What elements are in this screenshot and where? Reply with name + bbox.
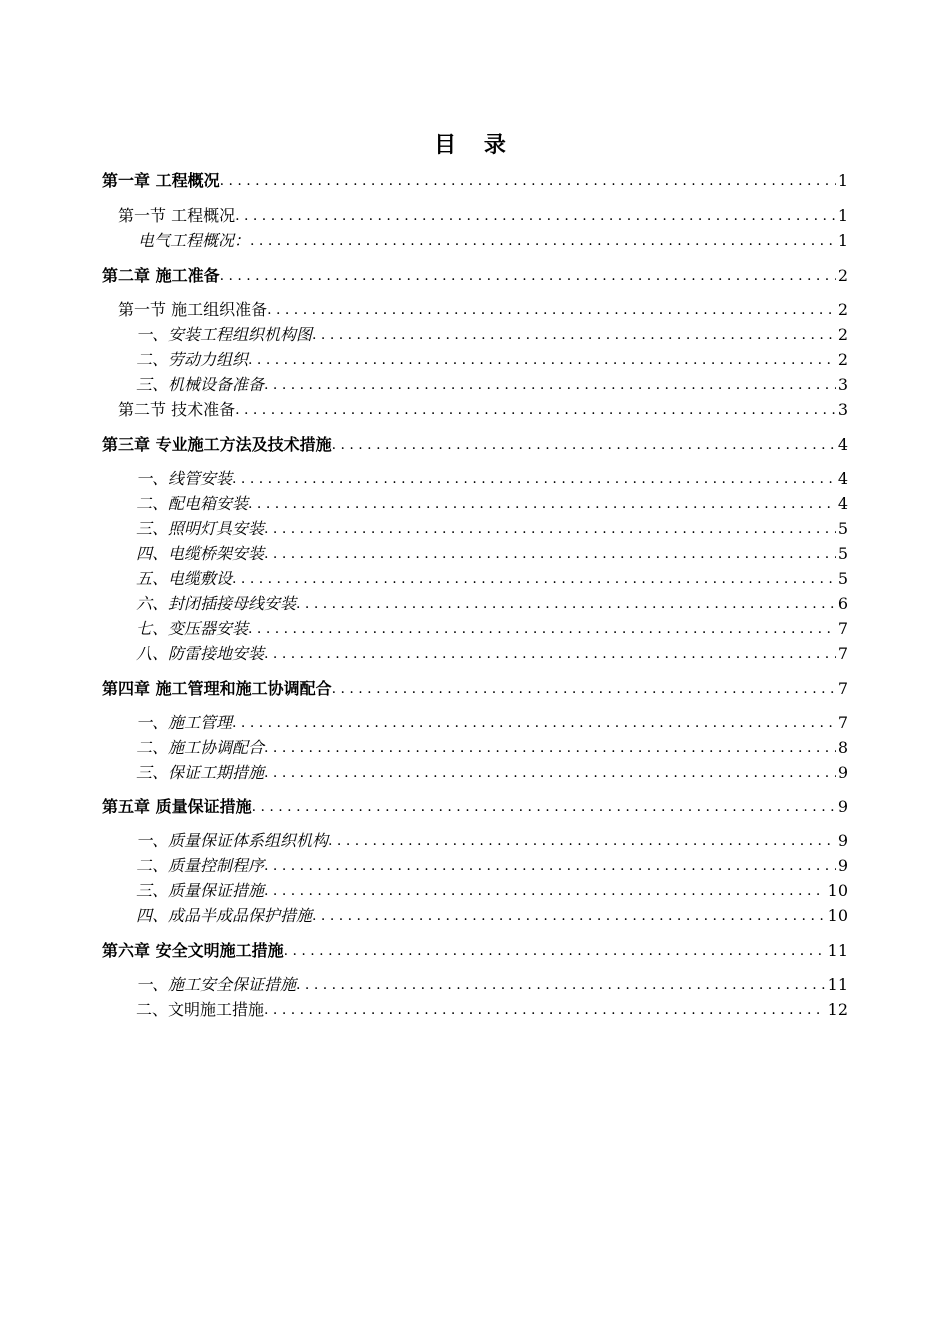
toc-dot-leader [264,880,826,902]
toc-dot-leader [264,737,836,759]
toc-entry[interactable] [102,678,848,700]
toc-entry-page-number: 2 [837,266,848,285]
toc-dot-leader [296,593,836,615]
page-title: 目 录 [434,133,516,158]
toc-entry-label: 第四章 施工管理和施工协调配合 [102,679,332,698]
toc-entry-page-number: 5 [837,519,848,538]
toc-dot-leader [232,468,836,490]
toc-dot-leader [248,349,836,371]
toc-dot-leader [264,762,836,784]
toc-dot-leader [220,170,836,192]
toc-entry[interactable] [102,568,848,590]
toc-dot-leader [248,618,836,640]
toc-entry-page-number: 11 [827,975,848,994]
toc-entry[interactable] [102,518,848,540]
toc-entry-page-number: 10 [827,906,848,925]
toc-entry-page-number: 9 [837,856,848,875]
toc-entry-page-number: 5 [837,544,848,563]
toc-entry-label: 二、质量控制程序 [136,856,265,875]
toc-entry-label: 一、施工安全保证措施 [136,975,297,994]
toc-entry-page-number: 2 [837,350,848,369]
toc-entry-label: 一、安装工程组织机构图 [136,325,313,344]
toc-entry-label: 第一节 施工组织准备 [118,300,268,319]
toc-entry-page-number: 1 [837,231,848,250]
toc-entry-label: 二、劳动力组织 [136,350,249,369]
toc-entry-label: 第一章 工程概况 [102,171,220,190]
table-of-contents [102,0,848,1344]
toc-entry-label: 六、封闭插接母线安装 [136,594,297,613]
toc-entry[interactable] [102,712,848,734]
toc-entry-label: 二、文明施工措施 [136,1000,265,1019]
toc-entry-page-number: 4 [837,494,848,513]
toc-entry[interactable] [102,374,848,396]
toc-entry-page-number: 7 [837,713,848,732]
toc-entry-page-number: 12 [827,1000,848,1019]
toc-entry[interactable] [102,999,848,1021]
toc-dot-leader [264,543,836,565]
toc-entry-page-number: 9 [837,763,848,782]
toc-entry-page-number: 1 [837,171,848,190]
toc-dot-leader [220,265,836,287]
toc-entry[interactable] [102,265,848,287]
toc-entry[interactable] [102,543,848,565]
toc-entry[interactable] [102,830,848,852]
toc-entry-label: 五、电缆敷设 [136,569,233,588]
toc-entry-page-number: 2 [837,300,848,319]
toc-dot-leader [296,974,826,996]
toc-entry-label: 一、施工管理 [136,713,233,732]
toc-dot-leader [264,643,836,665]
toc-dot-leader [250,230,836,252]
toc-entry-page-number: 3 [837,400,848,419]
toc-dot-leader [267,299,836,321]
toc-entry-page-number: 3 [837,375,848,394]
toc-dot-leader [264,999,826,1021]
toc-entry[interactable] [102,905,848,927]
toc-entry-label: 一、质量保证体系组织机构 [136,831,329,850]
toc-dot-leader [284,940,826,962]
toc-entry-page-number: 7 [837,679,848,698]
toc-entry-label: 第二章 施工准备 [102,266,220,285]
toc-entry-label: 三、保证工期措施 [136,763,265,782]
toc-entry-page-number: 9 [837,797,848,816]
toc-entry[interactable] [102,299,848,321]
toc-dot-leader [232,568,836,590]
toc-entry-label: 二、施工协调配合 [136,738,265,757]
toc-entry[interactable] [102,737,848,759]
toc-entry-page-number: 8 [837,738,848,757]
toc-entry-label: 四、成品半成品保护措施 [136,906,313,925]
toc-dot-leader [264,855,836,877]
toc-dot-leader [312,324,836,346]
toc-entry-page-number: 4 [837,469,848,488]
toc-dot-leader [264,374,836,396]
toc-entry[interactable] [102,643,848,665]
toc-dot-leader [312,905,826,927]
toc-dot-leader [235,205,836,227]
toc-entry[interactable] [102,493,848,515]
toc-entry[interactable] [102,855,848,877]
toc-dot-leader [332,678,836,700]
toc-entry-label: 七、变压器安装 [136,619,249,638]
toc-entry-label: 三、质量保证措施 [136,881,265,900]
toc-entry-label: 二、配电箱安装 [136,494,249,513]
toc-dot-leader [332,434,836,456]
toc-entry-label: 八、防雷接地安装 [136,644,265,663]
toc-entry-page-number: 7 [837,619,848,638]
toc-entry[interactable] [102,230,848,252]
toc-entry-label: 第三章 专业施工方法及技术措施 [102,435,332,454]
toc-entry[interactable] [102,593,848,615]
toc-dot-leader [235,399,836,421]
toc-entry-label: 一、线管安装 [136,469,233,488]
toc-entry-label: 第二节 技术准备 [118,400,236,419]
toc-entry[interactable] [102,170,848,192]
toc-entry[interactable] [102,974,848,996]
toc-dot-leader [264,518,836,540]
toc-dot-leader [328,830,836,852]
toc-entry[interactable] [102,796,848,818]
toc-entry[interactable] [102,468,848,490]
toc-entry-page-number: 2 [837,325,848,344]
toc-entry-page-number: 7 [837,644,848,663]
toc-entry-page-number: 1 [837,206,848,225]
toc-entry-page-number: 5 [837,569,848,588]
toc-entry[interactable] [102,349,848,371]
toc-entry[interactable] [102,618,848,640]
toc-entry-page-number: 4 [837,435,848,454]
toc-entry[interactable] [102,399,848,421]
toc-entry-page-number: 10 [827,881,848,900]
toc-entry[interactable] [102,762,848,784]
toc-entry[interactable] [102,880,848,902]
toc-entry[interactable] [102,324,848,346]
toc-entry-label: 第六章 安全文明施工措施 [102,941,284,960]
toc-entry-label: 四、电缆桥架安装 [136,544,265,563]
toc-entry-page-number: 9 [837,831,848,850]
toc-entry-label: 电气工程概况： [138,231,251,250]
toc-entry-page-number: 6 [837,594,848,613]
toc-entry[interactable] [102,434,848,456]
toc-entry-label: 第五章 质量保证措施 [102,797,252,816]
toc-entry[interactable] [102,205,848,227]
toc-dot-leader [232,712,836,734]
toc-entry-label: 三、机械设备准备 [136,375,265,394]
toc-entry-label: 第一节 工程概况 [118,206,236,225]
toc-entry-page-number: 11 [827,941,848,960]
toc-dot-leader [252,796,836,818]
toc-entry-label: 三、照明灯具安装 [136,519,265,538]
toc-entry[interactable] [102,940,848,962]
toc-dot-leader [248,493,836,515]
